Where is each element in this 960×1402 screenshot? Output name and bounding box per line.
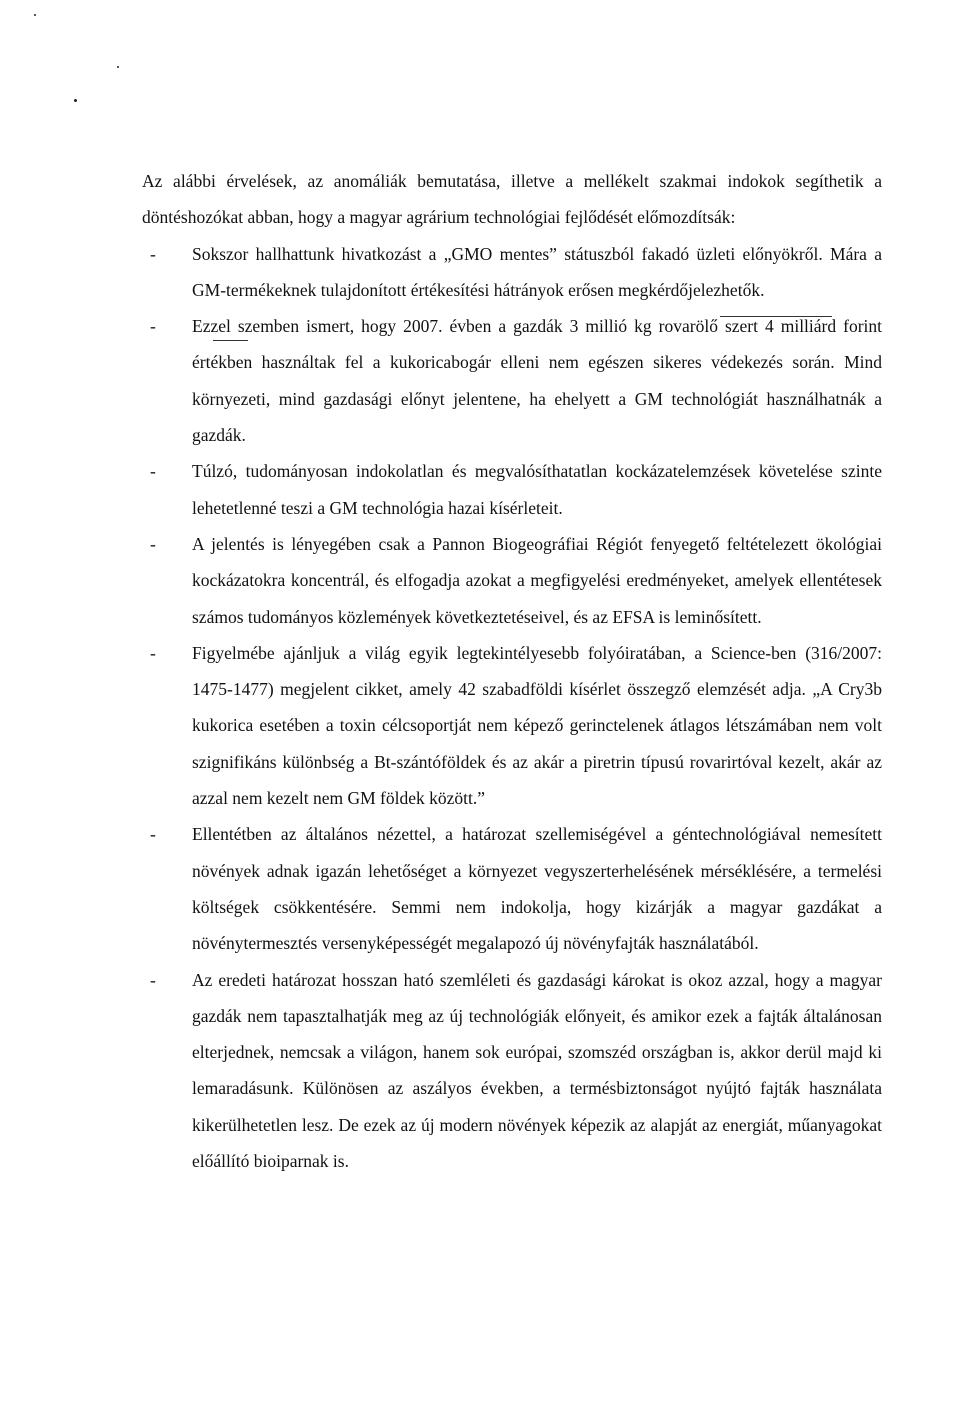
list-item: - Túlzó, tudományosan indokolatlan és megvalósíthatatlan kockázatelemzések követelése szinte lehetetlenné teszi a GM technológia hazai kísérleteit.	[142, 453, 882, 526]
argument-list	[142, 236, 882, 1180]
scan-speck	[34, 14, 36, 16]
list-item: - Ellentétben az általános nézettel, a határozat szellemiségével a géntechnológiával nemesített növények adnak igazán lehetőséget a környezet vegyszerterhelésének mérséklésére, a termelési költségek csökkentésére. Semmi nem indokolja, hogy kizárják a magyar gazdákat a növénytermesztés versenyképességét megalapozó új növényfajták használatából.	[142, 816, 882, 961]
list-item: - Figyelmébe ajánljuk a világ egyik legtekintélyesebb folyóiratában, a Science-ben (316/2007: 1475-1477) megjelent cikket, amely 42 szabadföldi kísérlet összegző elemzését adja. „A Cry3b kukorica esetében a toxin célcsoportját nem képező gerinctelenek átlagos létszámában nem volt szignifikáns különbség a Bt-szántóföldek és az akár a piretrin típusú rovarirtóval kezelt, akár az azzal nem kezelt nem GM földek között.”	[142, 635, 882, 816]
list-item: - Ezzel szemben ismert, hogy 2007. évben a gazdák 3 millió kg rovarölő szert 4 milliárd forint értékben használtak fel a kukoricabogár elleni nem egészen sikeres védekezés során. Mind környezeti, mind gazdasági előnyt jelentene, ha ehelyett a GM technológiát használhatnák a gazdák.	[142, 308, 882, 453]
handwritten-underline	[213, 340, 248, 341]
handwritten-underline	[720, 316, 832, 317]
list-item: - A jelentés is lényegében csak a Pannon Biogeográfiai Régiót fenyegető feltételezett ökológiai kockázatokra koncentrál, és elfogadja azokat a megfigyelési eredményeket, amelyek ellentétesek számos tudományos közlemények következtetéseivel, és az EFSA is leminősített.	[142, 526, 882, 635]
list-item: - Az eredeti határozat hosszan ható szemléleti és gazdasági károkat is okoz azzal, hogy a magyar gazdák nem tapasztalhatják meg az új technológiák előnyeit, és amikor ezek a fajták általánosan elterjednek, nemcsak a világon, hanem sok európai, szomszéd országban is, akkor derül majd ki lemaradásunk. Különösen az aszályos években, a termésbiztonságot nyújtó fajták használata kikerülhetetlen lesz. De ezek az új modern növények képezik az alapját az energiát, műanyagokat előállító bioiparnak is.	[142, 962, 882, 1180]
scan-speck	[117, 66, 119, 68]
intro-paragraph: Az alábbi érvelések, az anomáliák bemutatása, illetve a mellékelt szakmai indokok segíthetik a döntéshozókat abban, hogy a magyar agrárium technológiai fejlődését előmozdítsák:	[142, 171, 882, 228]
list-item: - Sokszor hallhattunk hivatkozást a „GMO mentes” státuszból fakadó üzleti előnyökről. Mára a GM-termékeknek tulajdonított értékesítési hátrányok erősen megkérdőjelezhetők.	[142, 236, 882, 309]
scan-speck	[74, 99, 77, 102]
